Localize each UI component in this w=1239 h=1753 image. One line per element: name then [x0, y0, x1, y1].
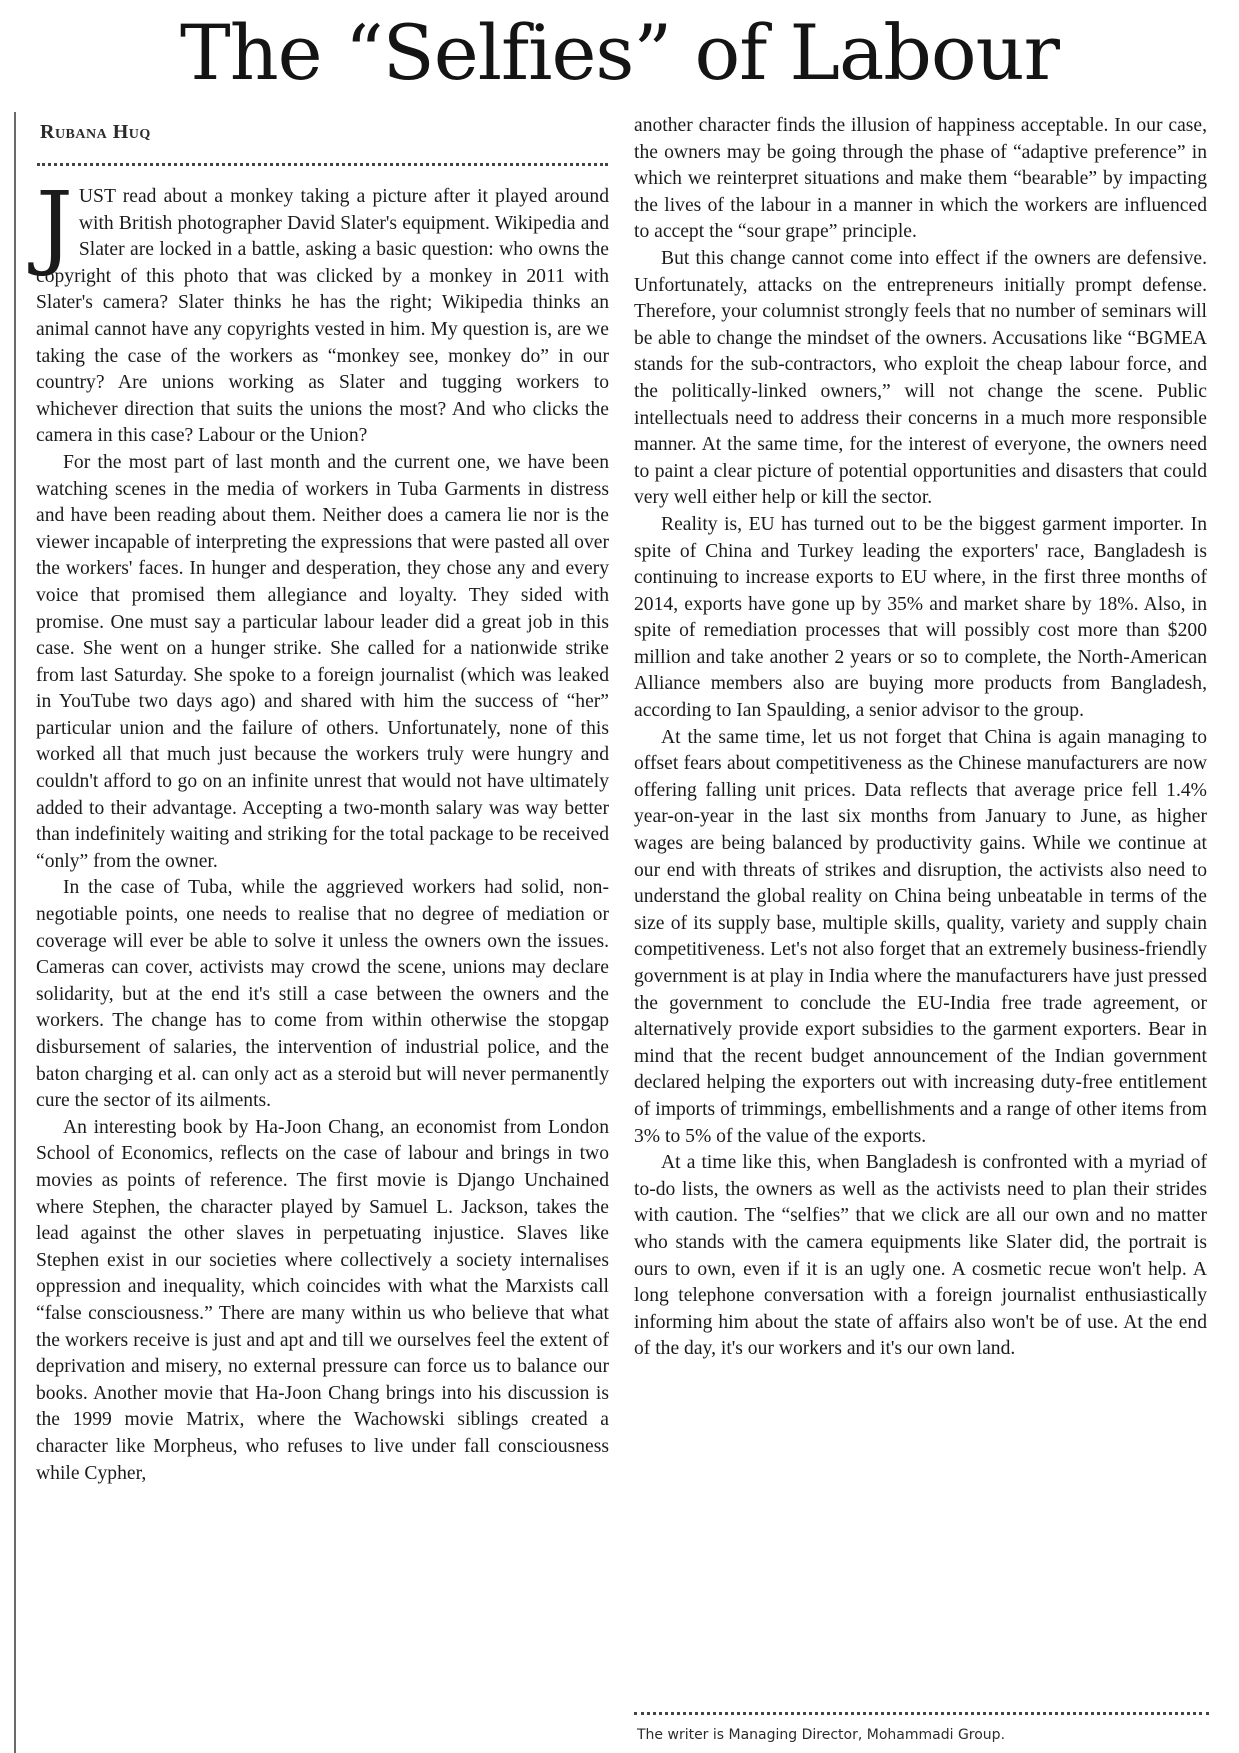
paragraph: another character finds the illusion of happiness acceptable. In our case, the owners may be going through the phase of “adaptive preference” in which we reinterpret situations and make them “bearable” by impacting the lives of the labour in a manner in which the workers are influenced to accept the “sour grape” principle.: [634, 115, 1207, 243]
drop-cap: J: [36, 172, 73, 279]
paragraph: An interesting book by Ha-Joon Chang, an economist from London School of Economics, reflects on the case of labour and brings in two movies as points of reference. The first movie is Django Unchained where Stephen, the character played by Samuel L. Jackson, takes the lead against the other slaves in perpetuating injustice. Slaves like Stephen exist in our societies where collectively a society internalises oppression and inequality, which coincides with what the Marxists call “false consciousness.” There are many within us who believe that what the workers receive is just and apt and till we ourselves feel the extent of deprivation and misery, no external pressure can force us to balance our books. Another movie that Ha-Joon Chang brings into his discussion is the 1999 movie Matrix, where the Wachowski siblings created a character like Morpheus, who refuses to live under fall consciousness while Cypher,: [36, 1116, 609, 1484]
paragraph: But this change cannot come into effect if the owners are defensive. Unfortunately, attacks on the entrepreneurs initially prompt defense. Therefore, your columnist strongly feels that no number of seminars will be able to change the mindset of the owners. Accusations like “BGMEA stands for the sub-contractors, who exploit the cheap labour force, and the politically-linked owners,” will not change the scene. Public intellectuals need to address their concerns in a much more responsible manner. At the same time, for the interest of everyone, the owners need to paint a clear picture of potential opportunities and disasters that could very well either help or kill the sector.: [634, 247, 1207, 509]
author-note: The writer is Managing Director, Mohammadi Group.: [637, 1727, 1006, 1743]
byline-dotted-divider: [37, 163, 608, 166]
footer-dotted-divider: [634, 1712, 1209, 1715]
paragraph: At the same time, let us not forget that China is again managing to offset fears about competitiveness as the Chinese manufacturers are now offering falling unit prices. Data reflects that average price fell 1.4% year-on-year in the last six months from January to June, as higher wages are being balanced by productivity gains. While we continue at our end with threats of strikes and disruption, the activists also need to understand the global reality on China being unbeatable in terms of the size of its supply base, multiple skills, quality, variety and supply chain competitiveness. Let's not also forget that an extremely business-friendly government is at play in India where the manufacturers have just pressed the government to conclude the EU-India free trade agreement, or alternatively provide export subsidies to the garment exporters. Bear in mind that the recent budget announcement of the Indian government declared helping the exporters out with increasing duty-free entitlement of imports of trimmings, embellishments and a range of other items from 3% to 5% of the value of the exports.: [634, 726, 1207, 1147]
paragraph: At a time like this, when Bangladesh is confronted with a myriad of to-do lists, the owners as well as the activists need to plan their strides with caution. The “selfies” that we click are all our own and no matter who stands with the camera equipments like Slater did, the portrait is ours to own, even if it is an ugly one. A cosmetic recue won't help. A long telephone conversation with a foreign journalist enthusiastically informing him about the state of affairs also won't be of use. At the end of the day, it's our workers and it's our own land.: [634, 1152, 1207, 1360]
paragraph: [36, 172, 609, 450]
article-title: The “Selfies” of Labour: [180, 8, 1059, 97]
left-column: [36, 172, 609, 1487]
paragraph: For the most part of last month and the current one, we have been watching scenes in the media of workers in Tuba Garments in distress and have been reading about them. Neither does a camera lie nor is the viewer incapable of interpreting the expressions that were pasted all over the workers' faces. In hunger and desperation, they chose any and every voice that promised them allegiance and loyalty. They sided with promise. One must say a particular labour leader did a great job in this case. She went on a hunger strike. She called for a nationwide strike from last Saturday. She spoke to a foreign journalist (which was leaked in YouTube two days ago) and shared with him the success of “her” particular union and the failure of others. Unfortunately, none of this worked all that much just because the workers truly were hungry and couldn't afford to go on an infinite unrest that would not have ultimately added to their advantage. Accepting a two-month salary was way better than indefinitely waiting and striking for the total package to be received “only” from the owner.: [36, 451, 609, 872]
author-byline: Rubana Huq: [40, 121, 151, 143]
right-column: [634, 113, 1207, 1363]
paragraph-text: UST read about a monkey taking a picture after it played around with British photographer David Slater's equipment. Wikipedia and Slater are locked in a battle, asking a basic question: who owns the copyright of this photo that was clicked by a monkey in 2011 with Slater's camera? Slater thinks he has the right; Wikipedia thinks an animal cannot have any copyrights vested in him. My question is, are we taking the case of the workers as “monkey see, monkey do” in our country? Are unions working as Slater and tugging workers to whichever direction that suits the unions the most? And who clicks the camera in this case? Labour or the Union?: [36, 186, 609, 447]
paragraph: Reality is, EU has turned out to be the biggest garment importer. In spite of China and Turkey leading the exporters' race, Bangladesh is continuing to increase exports to EU where, in the first three months of 2014, exports have gone up by 35% and market share by 18%. Also, in spite of remediation processes that will possibly cost more than $200 million and take another 2 years or so to complete, the North-American Alliance members also are buying more products from Bangladesh, according to Ian Spaulding, a senior advisor to the group.: [634, 513, 1207, 722]
left-border-line: [14, 112, 16, 1753]
paragraph: In the case of Tuba, while the aggrieved workers had solid, non-negotiable points, one needs to realise that no degree of mediation or coverage will ever be able to solve it unless the owners own the issues. Cameras can cover, activists may crowd the scene, unions may declare solidarity, but at the end it's still a case between the owners and the workers. The change has to come from within otherwise the stopgap disbursement of salaries, the intervention of industrial police, and the baton charging et al. can only act as a steroid but will never permanently cure the sector of its ailments.: [36, 877, 609, 1112]
